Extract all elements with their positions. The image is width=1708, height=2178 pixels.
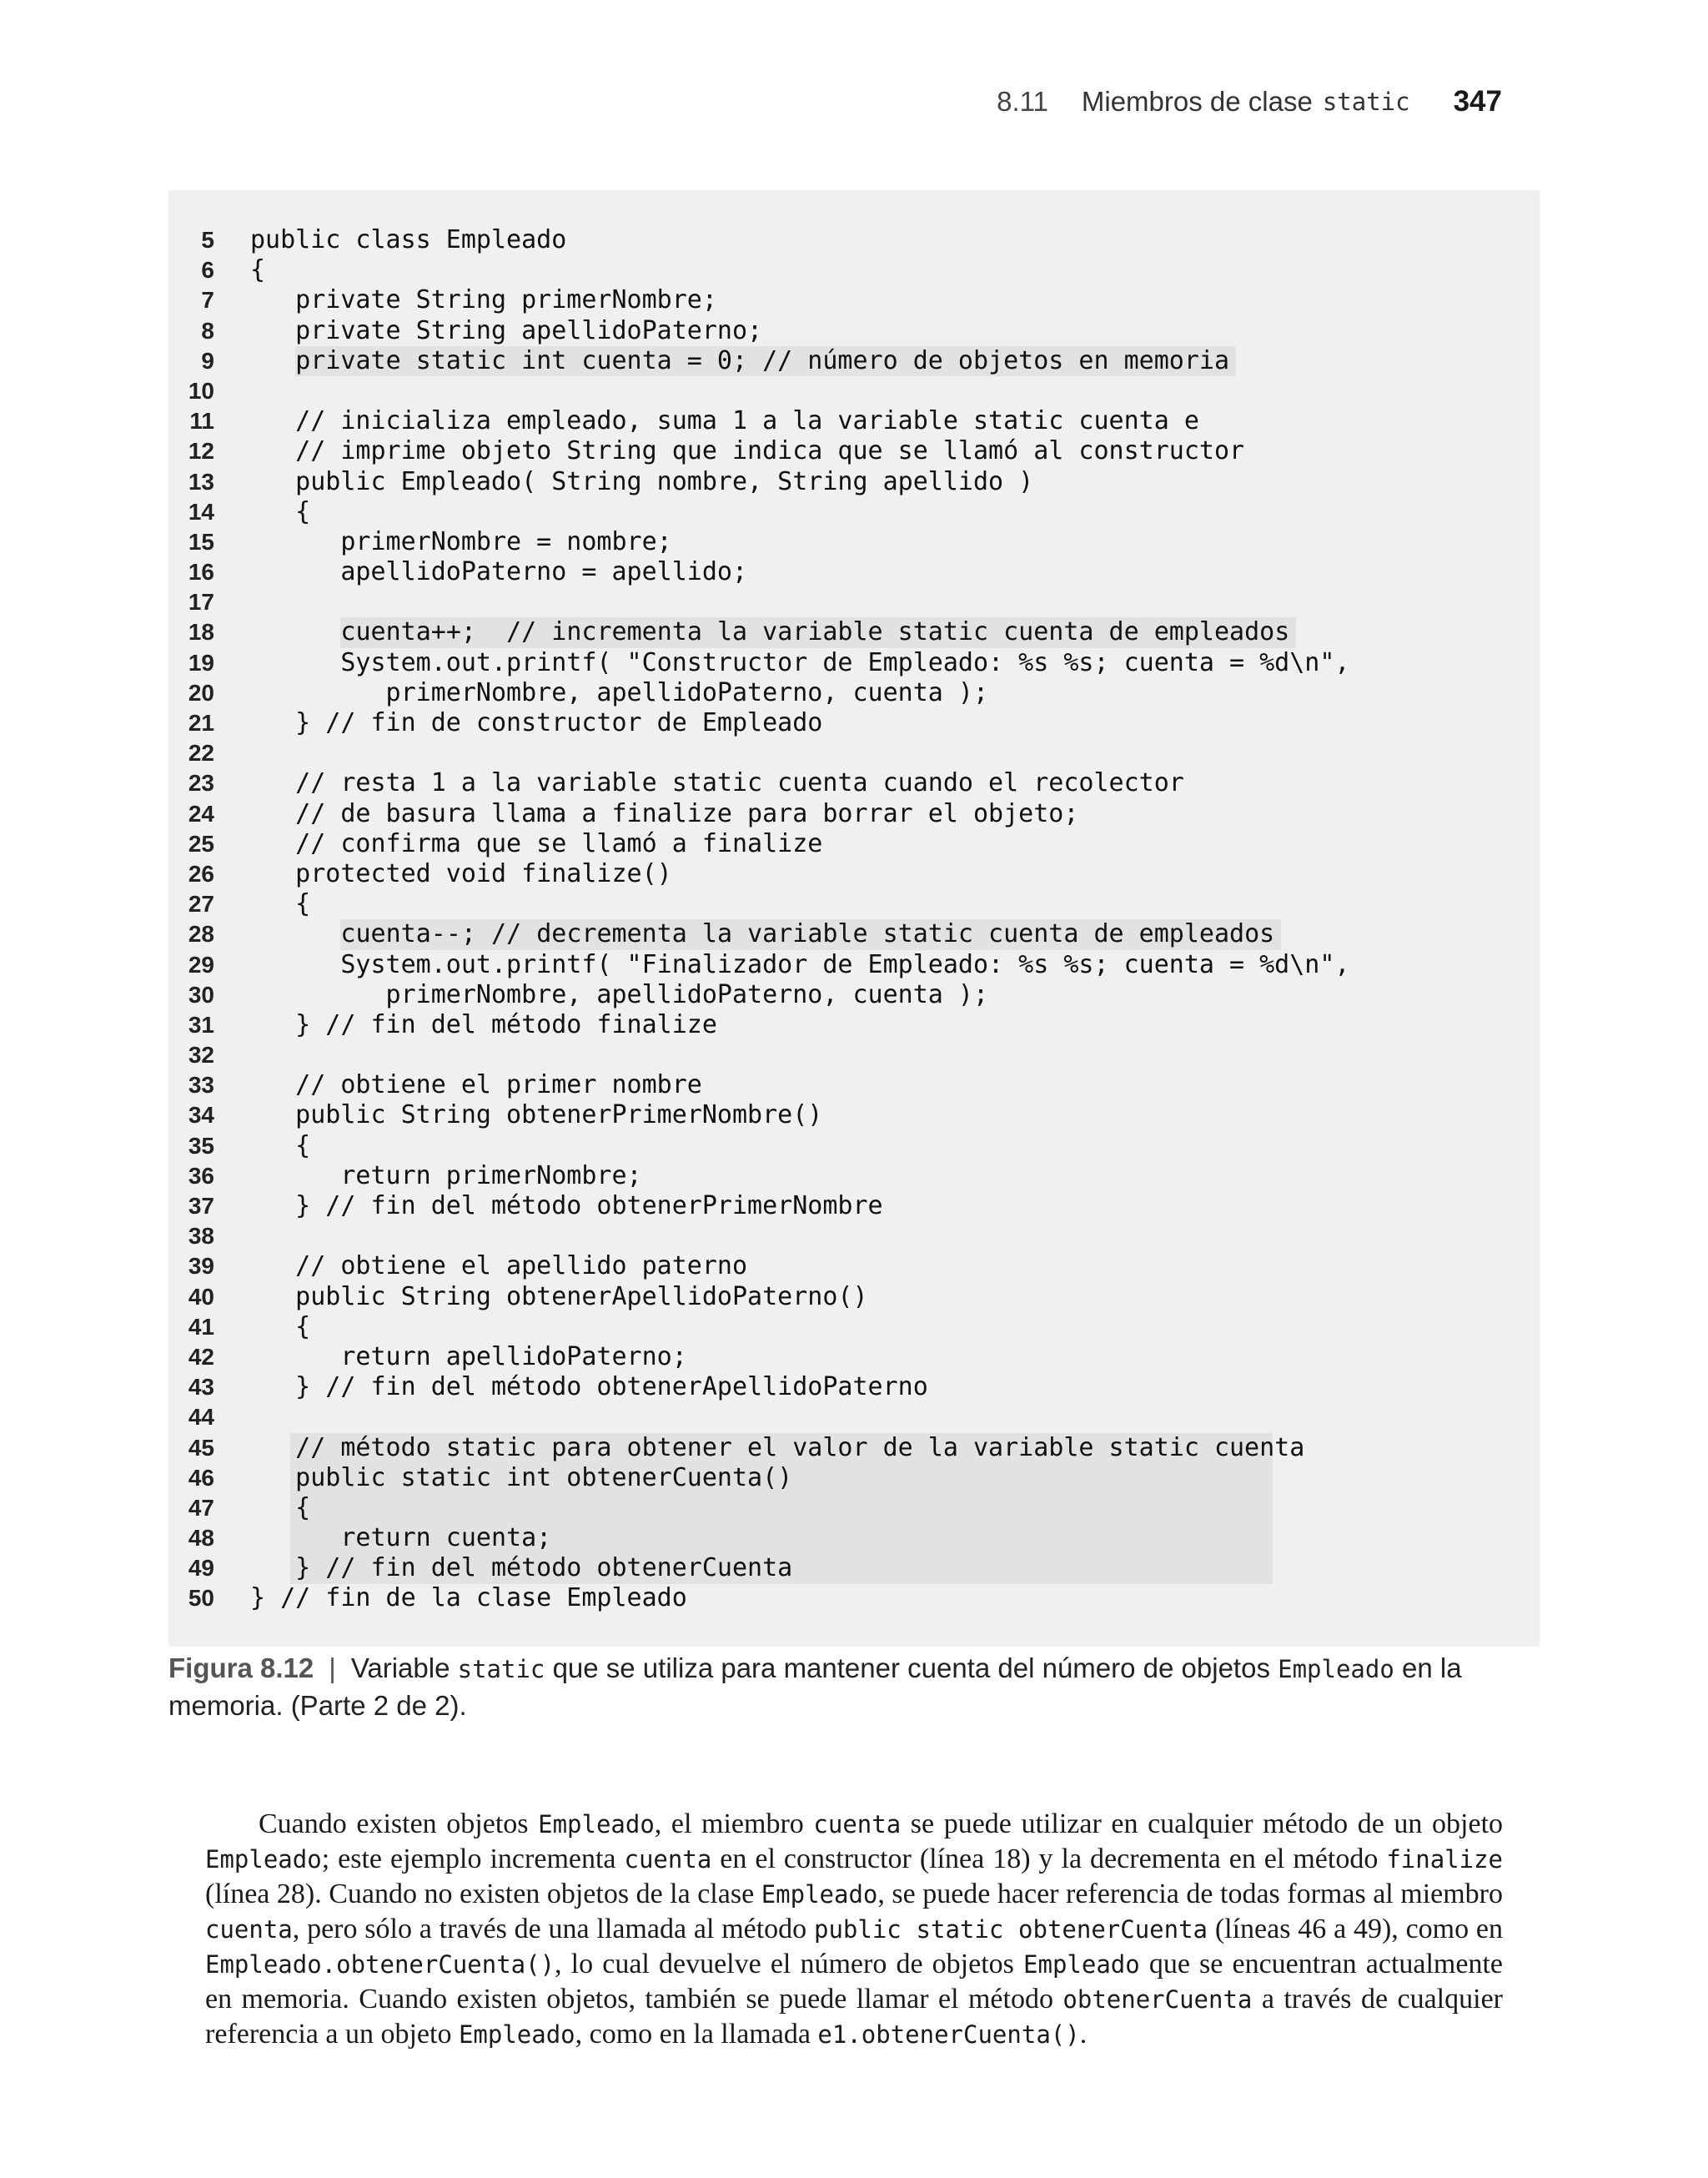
inline-code: cuenta [813,1810,902,1838]
line-number: 27 [188,891,214,918]
line-number: 43 [188,1374,214,1401]
line-number: 11 [189,408,214,435]
caption-label: Figura 8.12 [168,1652,314,1683]
inline-code: cuenta [624,1845,712,1874]
line-number: 49 [188,1555,214,1582]
line-number: 15 [188,528,214,555]
code-line [168,1372,1540,1402]
code-text: public static int obtenerCuenta() [250,1462,793,1492]
code-text: // obtiene el primer nombre [250,1070,702,1100]
code-line [168,1282,1540,1312]
inline-code: Empleado [761,1880,878,1909]
line-number: 22 [188,740,214,767]
code-line [168,406,1540,436]
body-text: ; este ejemplo incrementa [321,1844,616,1874]
code-text: return primerNombre; [250,1160,642,1190]
code-line [168,436,1540,466]
code-line [168,859,1540,889]
code-text: return apellidoPaterno; [250,1341,687,1371]
code-line [168,527,1540,557]
code-text: cuenta--; // decrementa la variable static cuenta de empleados [340,919,1281,949]
caption-code: Empleado [1278,1655,1394,1683]
code-line [168,1100,1540,1130]
code-text: // resta 1 a la variable static cuenta cuando el recolector [250,768,1184,798]
line-number: 48 [188,1525,214,1552]
code-line [168,1251,1540,1281]
caption-text: en la memoria. (Parte 2 de 2). [168,1652,1462,1721]
code-text: } // fin de constructor de Empleado [250,708,823,737]
inline-code: Empleado [1023,1950,1140,1979]
line-number: 41 [188,1313,214,1340]
code-text: public class Empleado [250,225,567,254]
code-line [168,919,1540,949]
code-text: protected void finalize() [250,858,672,888]
line-number: 29 [188,951,214,978]
code-text: { [250,889,311,919]
section-number: 8.11 [997,86,1048,117]
body-text: Cuando existen objetos [259,1808,529,1839]
code-line [168,1221,1540,1251]
code-text: } // fin del método obtenerCuenta [250,1553,793,1583]
code-text: primerNombre = nombre; [250,526,672,556]
line-number: 39 [188,1253,214,1280]
code-text: { [250,255,266,285]
body-text: (línea 28). Cuando no existen objetos de la clase [205,1879,755,1909]
inline-code: public static obtenerCuenta [814,1915,1208,1944]
code-text: private String apellidoPaterno; [250,315,763,345]
running-header [997,77,1502,127]
line-number: 32 [188,1042,214,1069]
line-number: 7 [201,287,214,314]
code-line [168,889,1540,919]
code-line [168,225,1540,255]
line-number: 35 [188,1132,214,1159]
line-number: 38 [188,1223,214,1250]
body-text: se puede utilizar en cualquier método de un objeto [910,1808,1504,1839]
code-line [168,1523,1540,1553]
code-line [168,950,1540,980]
code-text: cuenta++; // incrementa la variable static cuenta de empleados [340,617,1296,647]
line-number: 23 [188,770,214,797]
code-text: // confirma que se llamó a finalize [250,828,823,858]
inline-code: e1.obtenerCuenta() [817,2020,1080,2049]
line-number: 31 [188,1011,214,1038]
line-number: 8 [201,317,214,344]
code-line [168,467,1540,497]
code-text: primerNombre, apellidoPaterno, cuenta ); [250,677,989,707]
code-text: // inicializa empleado, suma 1 a la variable static cuenta e [250,406,1199,436]
code-line [168,1342,1540,1372]
code-line [168,1070,1540,1100]
code-text: System.out.printf( "Finalizador de Empleado: %s %s; cuenta = %d\n", [250,949,1350,979]
code-text: public String obtenerPrimerNombre() [250,1100,823,1130]
section-title-code: static [1322,88,1410,116]
code-listing [168,190,1540,1647]
code-text: { [250,496,311,526]
code-text: public Empleado( String nombre, String apellido ) [250,466,1034,496]
code-text: { [250,1311,311,1341]
code-text: // imprime objeto String que indica que se llamó al constructor [250,436,1245,466]
inline-code: Empleado [205,1845,322,1874]
code-text: private String primerNombre; [250,285,717,315]
code-line [168,980,1540,1010]
line-number: 14 [188,498,214,525]
line-number: 10 [188,377,214,404]
code-text: { [250,1130,311,1160]
caption-code: static [457,1655,545,1683]
code-line [168,587,1540,617]
code-line [168,285,1540,315]
line-number: 42 [188,1343,214,1370]
line-number: 36 [188,1162,214,1189]
inline-code: cuenta [205,1915,293,1944]
code-line [168,376,1540,406]
code-line [168,1161,1540,1191]
code-lines [168,225,1540,1614]
code-line [168,708,1540,738]
line-number: 50 [188,1585,214,1612]
code-text: { [250,1492,311,1522]
code-text: apellidoPaterno = apellido; [250,557,748,587]
code-line [168,1433,1540,1463]
body-text: . [1079,2019,1088,2050]
code-line [168,1131,1540,1161]
code-line [168,678,1540,708]
body-text: , pero sólo a través de una llamada al método [292,1914,807,1944]
code-line [168,497,1540,527]
code-text: // obtiene el apellido paterno [250,1251,748,1281]
code-text: return cuenta; [250,1523,552,1553]
code-line [168,1312,1540,1342]
body-text: que se encuentran actualmente en memoria. Cuando existen objetos, también se puede llamar el método [205,1949,1503,2015]
inline-code: obtenerCuenta [1062,1985,1253,2014]
code-text: } // fin del método obtenerPrimerNombre [250,1191,883,1220]
figure-caption [168,1650,1536,1724]
line-number: 20 [188,679,214,706]
code-line [168,738,1540,768]
line-number: 30 [188,981,214,1008]
code-line [168,557,1540,587]
inline-code: Empleado.obtenerCuenta() [205,1950,555,1979]
code-line [168,1583,1540,1613]
body-paragraph [205,1807,1503,2052]
line-number: 16 [188,559,214,586]
line-number: 37 [188,1193,214,1219]
line-number: 5 [201,227,214,253]
code-text: // método static para obtener el valor de la variable static cuenta [250,1432,1305,1462]
code-line [168,1463,1540,1493]
line-number: 26 [188,860,214,887]
line-number: 12 [188,438,214,465]
line-number: 28 [188,921,214,948]
code-text: } // fin del método obtenerApellidoPaterno [250,1372,928,1402]
line-number: 25 [188,830,214,857]
line-number: 6 [201,257,214,284]
body-text: , se puede hacer referencia de todas formas al miembro [877,1879,1503,1909]
body-text: , lo cual devuelve el número de objetos [555,1949,1014,1979]
inline-code: finalize [1386,1845,1504,1874]
code-line [168,255,1540,285]
code-text: public String obtenerApellidoPaterno() [250,1281,868,1311]
line-number: 40 [188,1283,214,1310]
code-line [168,1493,1540,1523]
code-line [168,768,1540,798]
line-number: 44 [188,1404,214,1431]
code-text: private static int cuenta = 0; // número de objetos en memoria [295,346,1236,376]
code-text: primerNombre, apellidoPaterno, cuenta ); [250,979,989,1009]
inline-code: Empleado [458,2020,575,2049]
code-text: } // fin de la clase Empleado [250,1583,687,1613]
line-number: 9 [201,347,214,374]
code-line [168,1402,1540,1432]
code-line [168,1040,1540,1070]
line-number: 17 [188,589,214,616]
code-line [168,829,1540,859]
line-number: 47 [188,1494,214,1521]
code-line [168,648,1540,678]
line-number: 21 [188,710,214,736]
body-text: a través de cualquier referencia a un objeto [205,1984,1503,2050]
inline-code: Empleado [538,1810,655,1838]
section-title: Miembros de clase [1081,86,1313,117]
line-number: 13 [188,468,214,495]
code-line [168,617,1540,647]
caption-text: que se utiliza para mantener cuenta del número de objetos [552,1652,1270,1683]
line-number: 46 [188,1464,214,1491]
code-text: System.out.printf( "Constructor de Empleado: %s %s; cuenta = %d\n", [250,647,1350,677]
code-line [168,1010,1540,1040]
code-line [168,1553,1540,1583]
body-text: en el constructor (línea 18) y la decrementa en el método [720,1844,1379,1874]
page-number: 347 [1453,85,1502,118]
code-line [168,799,1540,829]
caption-text: Variable [350,1652,450,1683]
code-line [168,346,1540,376]
line-number: 18 [188,619,214,646]
code-text: // de basura llama a finalize para borrar el objeto; [250,798,1079,828]
line-number: 45 [188,1434,214,1461]
caption-separator: | [329,1652,336,1683]
body-text: , como en la llamada [575,2019,811,2050]
code-text: } // fin del método finalize [250,1009,717,1039]
line-number: 33 [188,1072,214,1099]
line-number: 24 [188,800,214,827]
line-number: 19 [188,649,214,676]
code-line [168,316,1540,346]
line-number: 34 [188,1102,214,1129]
code-line [168,1191,1540,1221]
body-text: , el miembro [654,1808,804,1839]
body-text: (líneas 46 a 49), como en [1214,1914,1504,1944]
